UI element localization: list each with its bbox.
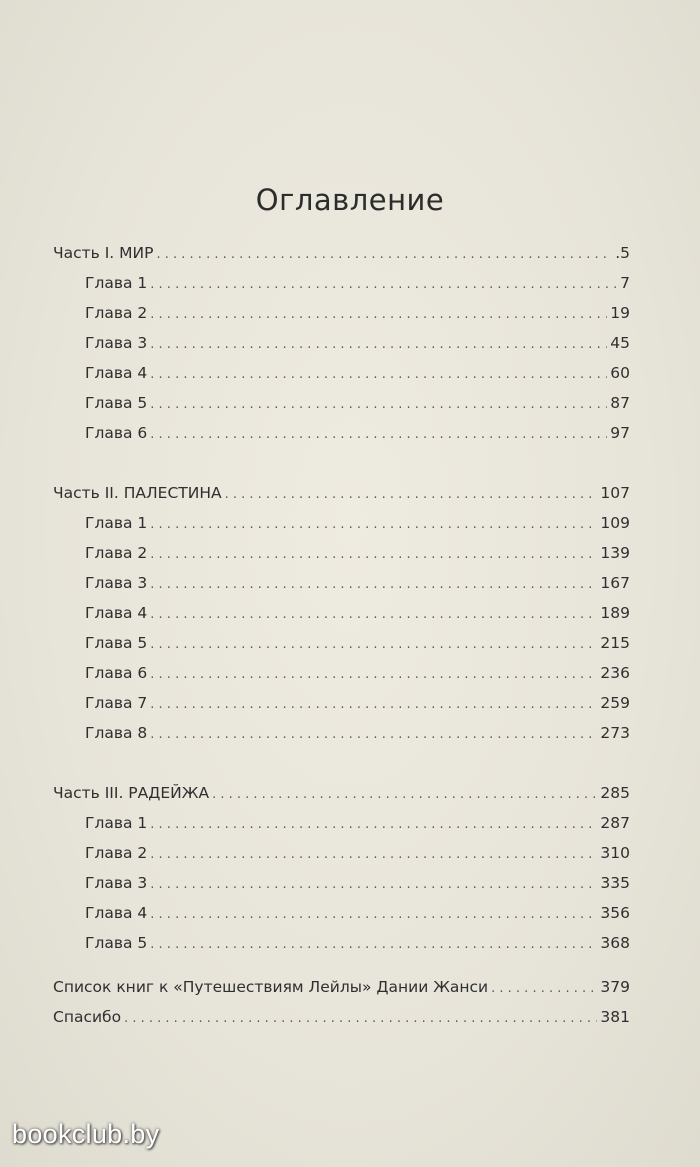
- toc-page-number: .5: [615, 244, 630, 262]
- toc-chapter-label: Глава 2: [85, 844, 148, 862]
- toc-page-number: 7: [620, 274, 630, 292]
- toc-part-1: [53, 238, 630, 268]
- dot-leader: [150, 510, 597, 540]
- toc-chapter: [53, 268, 630, 298]
- dot-leader: [150, 600, 597, 630]
- toc-chapter: [53, 658, 630, 688]
- toc-chapter: [53, 688, 630, 718]
- dot-leader: [150, 420, 607, 450]
- toc-chapter: [53, 328, 630, 358]
- toc-page-number: 87: [610, 394, 630, 412]
- toc-chapter-label: Глава 2: [85, 304, 148, 322]
- toc-page-number: 109: [600, 514, 630, 532]
- dot-leader: [150, 930, 597, 960]
- toc-chapter-label: Глава 5: [85, 394, 148, 412]
- toc-chapter-label: Глава 3: [85, 874, 148, 892]
- table-of-contents: [53, 238, 630, 1032]
- toc-part-label: Часть II. ПАЛЕСТИНА: [53, 484, 222, 502]
- dot-leader: [150, 660, 597, 690]
- dot-leader: [150, 540, 597, 570]
- toc-chapter: [53, 718, 630, 748]
- toc-chapter: [53, 928, 630, 958]
- toc-chapter: [53, 298, 630, 328]
- toc-page-number: 379: [600, 978, 630, 996]
- toc-chapter: [53, 898, 630, 928]
- toc-chapter: [53, 838, 630, 868]
- toc-page-number: 167: [600, 574, 630, 592]
- toc-chapter-label: Глава 5: [85, 934, 148, 952]
- toc-page-number: 285: [600, 784, 630, 802]
- toc-page-number: 368: [600, 934, 630, 952]
- section-gap: [53, 748, 630, 778]
- toc-page-number: 287: [600, 814, 630, 832]
- toc-page-number: 381: [600, 1008, 630, 1026]
- dot-leader: [150, 330, 607, 360]
- toc-chapter-label: Глава 1: [85, 274, 148, 292]
- toc-chapter: [53, 538, 630, 568]
- toc-chapter: [53, 388, 630, 418]
- toc-page-number: 97: [610, 424, 630, 442]
- toc-chapter-label: Глава 6: [85, 424, 148, 442]
- toc-page-number: 236: [600, 664, 630, 682]
- toc-chapter-label: Глава 8: [85, 724, 148, 742]
- dot-leader: [150, 900, 597, 930]
- toc-chapter: [53, 628, 630, 658]
- toc-page-number: 215: [600, 634, 630, 652]
- toc-part-label: Часть I. МИР: [53, 244, 154, 262]
- toc-chapter-label: Глава 4: [85, 604, 148, 622]
- dot-leader: [150, 840, 597, 870]
- toc-page-number: 273: [600, 724, 630, 742]
- toc-part-label: Часть III. РАДЕЙЖА: [53, 784, 210, 802]
- dot-leader: [212, 780, 597, 810]
- toc-chapter: [53, 508, 630, 538]
- toc-part-2: [53, 478, 630, 508]
- toc-chapter: [53, 418, 630, 448]
- site-watermark: bookclub.by: [12, 1119, 160, 1149]
- toc-page-number: 310: [600, 844, 630, 862]
- dot-leader: [150, 720, 597, 750]
- dot-leader: [150, 810, 597, 840]
- toc-extra-label: Спасибо: [53, 1008, 122, 1026]
- dot-leader: [150, 360, 607, 390]
- dot-leader: [150, 300, 607, 330]
- toc-chapter-label: Глава 6: [85, 664, 148, 682]
- dot-leader: [150, 630, 597, 660]
- dot-leader: [150, 390, 607, 420]
- dot-leader: [150, 570, 597, 600]
- toc-chapter-label: Глава 3: [85, 334, 148, 352]
- toc-page-number: 356: [600, 904, 630, 922]
- dot-leader: [156, 240, 612, 270]
- toc-chapter-label: Глава 2: [85, 544, 148, 562]
- toc-chapter-label: Глава 5: [85, 634, 148, 652]
- toc-part-3: [53, 778, 630, 808]
- toc-chapter-label: Глава 1: [85, 814, 148, 832]
- toc-chapter: [53, 358, 630, 388]
- toc-thanks: [53, 1002, 630, 1032]
- toc-booklist: [53, 972, 630, 1002]
- dot-leader: [150, 870, 597, 900]
- toc-chapter: [53, 808, 630, 838]
- toc-page-number: 107: [600, 484, 630, 502]
- toc-chapter-label: Глава 4: [85, 364, 148, 382]
- toc-chapter: [53, 598, 630, 628]
- toc-extra-label: Список книг к «Путешествиям Лейлы» Дании Жанси: [53, 978, 489, 996]
- toc-page-number: 60: [610, 364, 630, 382]
- dot-leader: [225, 480, 598, 510]
- toc-page-number: 45: [610, 334, 630, 352]
- toc-chapter-label: Глава 7: [85, 694, 148, 712]
- dot-leader: [491, 974, 597, 1004]
- section-gap: [53, 958, 630, 972]
- toc-chapter-label: Глава 3: [85, 574, 148, 592]
- toc-page-number: 259: [600, 694, 630, 712]
- section-gap: [53, 448, 630, 478]
- page-title: Оглавление: [255, 183, 445, 217]
- toc-chapter: [53, 568, 630, 598]
- dot-leader: [150, 690, 597, 720]
- dot-leader: [150, 270, 617, 300]
- toc-chapter: [53, 868, 630, 898]
- dot-leader: [124, 1004, 597, 1034]
- toc-page-number: 139: [600, 544, 630, 562]
- toc-page-number: 189: [600, 604, 630, 622]
- toc-page-number: 19: [610, 304, 630, 322]
- toc-chapter-label: Глава 1: [85, 514, 148, 532]
- toc-page-number: 335: [600, 874, 630, 892]
- toc-chapter-label: Глава 4: [85, 904, 148, 922]
